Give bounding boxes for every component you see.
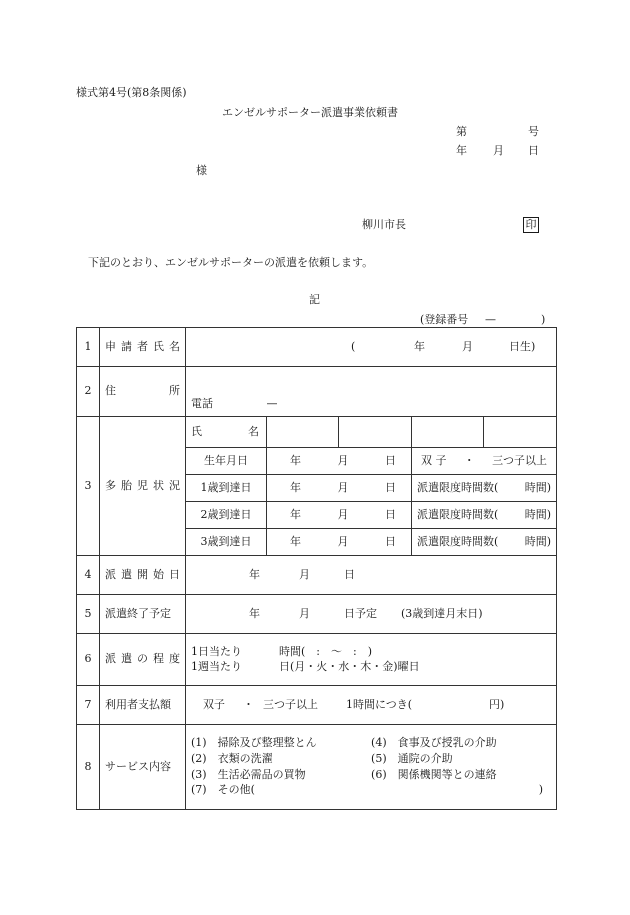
service-item: (2) 衣類の洗濯	[191, 751, 273, 765]
date-month: 月	[493, 144, 504, 157]
age3-date-field[interactable]: 年 月 日	[267, 529, 412, 556]
service-item: (5) 通院の介助	[371, 751, 453, 765]
form-number: 様式第4号(第8条関係)	[76, 86, 187, 99]
child-name-field-3[interactable]	[412, 417, 484, 448]
age3-limit-field[interactable]: 派遣限度時間数( 時間)	[412, 529, 557, 556]
payment-label: 利用者支払額	[100, 686, 186, 725]
age1-limit-field[interactable]: 派遣限度時間数( 時間)	[412, 475, 557, 502]
dob-field[interactable]: 年 月 日	[267, 448, 412, 475]
payment-field[interactable]: 双子 ・ 三つ子以上 1時間につき( 円)	[186, 686, 557, 725]
doc-number-dai: 第	[456, 125, 467, 138]
multiple-birth-label: 多 胎 児 状 況	[100, 417, 186, 556]
age1-label: 1歳到達日	[186, 475, 267, 502]
address-label: 住 所	[100, 367, 186, 417]
row-number: 7	[77, 686, 100, 725]
age3-label: 3歳到達日	[186, 529, 267, 556]
end-date-label: 派遣終了予定	[100, 595, 186, 634]
age2-date-field[interactable]: 年 月 日	[267, 502, 412, 529]
birth-month: 月	[462, 340, 473, 353]
row-number: 2	[77, 367, 100, 417]
table-row	[77, 686, 557, 725]
child-name-field-4[interactable]	[484, 417, 557, 448]
dispatch-level-field[interactable]: 1日当たり 時間( : 〜 : ) 1週当たり 日(月・火・水・木・金)曜日	[186, 634, 557, 686]
service-other: (7) その他( )	[191, 783, 544, 797]
registration-open: (登録番号	[420, 313, 469, 326]
table-row	[77, 417, 557, 448]
address-field[interactable]	[186, 367, 557, 417]
intro-text: 下記のとおり、エンゼルサポーターの派遣を依頼します。	[88, 256, 374, 269]
phone-dash: —	[266, 397, 278, 411]
row-number: 4	[77, 556, 100, 595]
row-number: 5	[77, 595, 100, 634]
age2-label: 2歳到達日	[186, 502, 267, 529]
service-item: (3) 生活必需品の買物	[191, 767, 306, 781]
child-name-field-1[interactable]	[267, 417, 339, 448]
child-name-label: 氏 名	[186, 417, 267, 448]
service-item: (1) 掃除及び整理整とん	[191, 735, 317, 749]
service-content-field[interactable]	[186, 725, 557, 810]
service-item: (6) 関係機関等との連絡	[371, 767, 497, 781]
seal-mark: 印	[523, 217, 539, 233]
start-date-field[interactable]: 年 月 日	[186, 556, 557, 595]
table-row	[77, 634, 557, 686]
sender-name: 柳川市長	[362, 218, 406, 231]
registration-dash: —	[485, 313, 496, 326]
row-number: 1	[77, 328, 100, 367]
ki-heading: 記	[309, 293, 320, 306]
end-date-field[interactable]: 年 月 日予定 (3歳到達月末日)	[186, 595, 557, 634]
applicant-name-label: 申 請 者 氏 名	[100, 328, 186, 367]
date-day: 日	[528, 144, 539, 157]
row-number: 3	[77, 417, 100, 556]
doc-number-go: 号	[528, 125, 539, 138]
form-title: エンゼルサポーター派遣事業依頼書	[222, 106, 398, 119]
age1-date-field[interactable]: 年 月 日	[267, 475, 412, 502]
service-item: (4) 食事及び授乳の介助	[371, 735, 497, 749]
addressee-suffix: 様	[196, 164, 207, 177]
table-row	[77, 725, 557, 810]
service-content-label: サービス内容	[100, 725, 186, 810]
phone-label: 電話	[191, 397, 213, 411]
dispatch-level-label: 派 遣 の 程 度	[100, 634, 186, 686]
birth-type-field[interactable]: 双 子 ・ 三つ子以上	[412, 448, 557, 475]
age2-limit-field[interactable]: 派遣限度時間数( 時間)	[412, 502, 557, 529]
registration-close: )	[541, 313, 546, 326]
child-name-field-2[interactable]	[339, 417, 412, 448]
birth-day: 日生)	[509, 340, 536, 353]
dob-label: 生年月日	[186, 448, 267, 475]
application-table	[76, 327, 557, 810]
table-row	[77, 367, 557, 417]
table-row	[77, 328, 557, 367]
applicant-name-field[interactable]	[186, 328, 557, 367]
birth-year: 年	[414, 340, 425, 353]
row-number: 6	[77, 634, 100, 686]
birth-paren-open: (	[351, 340, 356, 353]
table-row	[77, 595, 557, 634]
start-date-label: 派 遣 開 始 日	[100, 556, 186, 595]
table-row	[77, 556, 557, 595]
row-number: 8	[77, 725, 100, 810]
date-year: 年	[456, 144, 467, 157]
